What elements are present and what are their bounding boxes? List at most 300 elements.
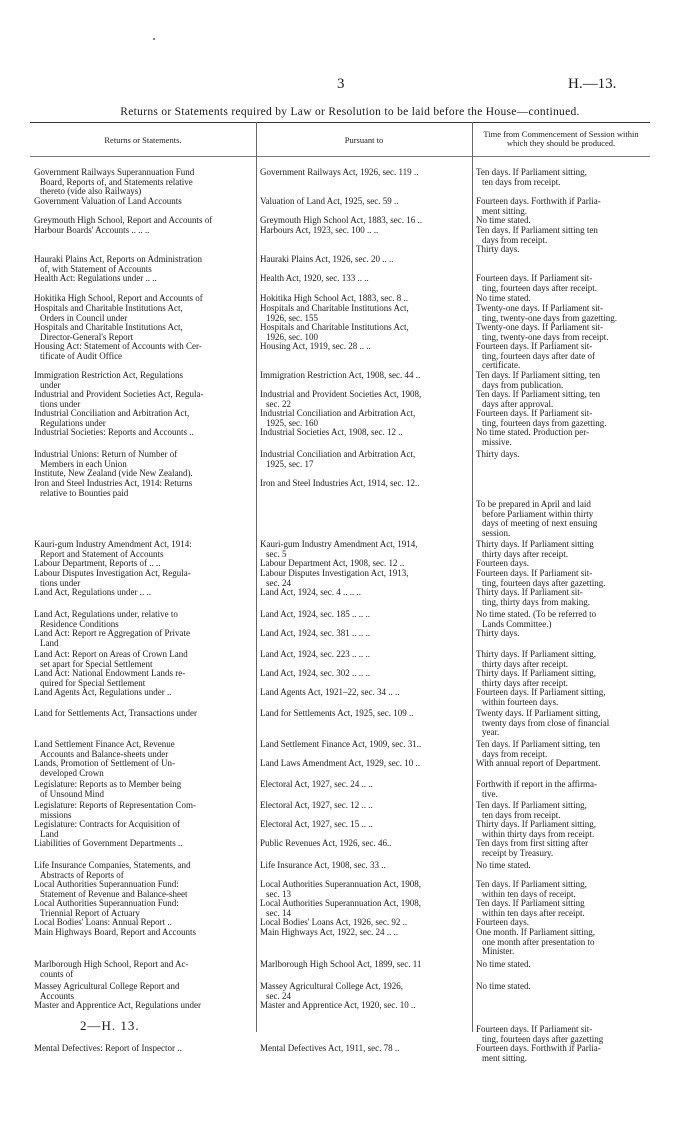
cell-line: Fourteen days. If Parliament sit- bbox=[476, 341, 593, 351]
cell-line: Thirty days. bbox=[476, 449, 520, 459]
cell-line: Mental Defectives Act, 1911, sec. 78 .. bbox=[260, 1043, 400, 1053]
cell-line: Hospitals and Charitable Institutions Act, bbox=[34, 303, 183, 313]
cell-line: Industrial Conciliation and Arbitration Act, bbox=[34, 408, 190, 418]
cell-line: Thirty days. If Parliament sitting, bbox=[476, 649, 596, 659]
cell-line: Fourteen days. Forthwith if Parlia- bbox=[476, 1043, 601, 1053]
cell-line: Fourteen days. bbox=[476, 558, 529, 568]
table-cell-returns bbox=[34, 255, 254, 274]
page-title: Returns or Statements required by Law or Resolution to be laid before the House—continued. bbox=[120, 106, 580, 118]
cell-line: Greymouth High School Act, 1883, sec. 16 .. bbox=[260, 215, 422, 225]
cell-line: developed Crown bbox=[40, 767, 104, 778]
table-cell-time bbox=[476, 709, 652, 738]
cell-line: sec. 24 bbox=[266, 990, 291, 1001]
table-cell-returns bbox=[34, 688, 254, 698]
cell-line: Land for Settlements Act, 1925, sec. 109 .. bbox=[260, 708, 414, 718]
cell-line: Ten days from first sitting after bbox=[476, 838, 589, 848]
cell-line: Regulations under bbox=[40, 417, 106, 428]
document-reference: H.—13. bbox=[568, 76, 617, 92]
cell-line: Ten days. If Parliament sitting, ten bbox=[476, 370, 601, 380]
table-cell-returns bbox=[34, 982, 254, 1001]
cell-line: No time stated. bbox=[476, 860, 531, 870]
cell-line: Marlborough High School, Report and Ac- bbox=[34, 959, 189, 969]
cell-line: Massey Agricultural College Act, 1926, bbox=[260, 981, 403, 991]
cell-line: Ten days. If Parliament sitting, ten bbox=[476, 739, 601, 749]
table-cell-time bbox=[476, 540, 652, 559]
cell-line: under bbox=[40, 379, 61, 390]
cell-line: Legislature: Reports of Representation Com- bbox=[34, 800, 196, 810]
cell-line: Hospitals and Charitable Institutions Act, bbox=[34, 322, 183, 332]
cell-line: ting, fourteen days from gazetting. bbox=[482, 417, 607, 428]
column-divider-2 bbox=[472, 122, 473, 1032]
cell-line: Members in each Union bbox=[40, 458, 127, 469]
cell-line: Massey Agricultural College Report and bbox=[34, 981, 180, 991]
header-rule-bottom bbox=[30, 156, 650, 157]
cell-line: Report and Statement of Accounts bbox=[40, 548, 164, 559]
table-cell-pursuant bbox=[260, 342, 472, 352]
table-cell-pursuant bbox=[260, 820, 472, 830]
cell-line: Fourteen days. If Parliament sit- bbox=[476, 568, 593, 578]
table-cell-returns bbox=[34, 669, 254, 688]
table-cell-returns bbox=[34, 861, 254, 880]
table-cell-time bbox=[476, 500, 652, 538]
cell-line: Health Act: Regulations under .. .. bbox=[34, 273, 157, 283]
table-cell-time bbox=[476, 650, 652, 669]
cell-line: Valuation of Land Act, 1925, sec. 59 .. bbox=[260, 196, 399, 206]
cell-line: thereto (vide also Railways) bbox=[40, 186, 142, 197]
cell-line: Statement of Revenue and Balance-sheet bbox=[40, 888, 188, 899]
table-cell-pursuant bbox=[260, 323, 472, 342]
cell-line: ten days from receipt. bbox=[482, 809, 561, 820]
table-cell-pursuant bbox=[260, 759, 472, 769]
cell-line: Life Insurance Act, 1908, sec. 33 .. bbox=[260, 860, 386, 870]
cell-line: Land Act, 1924, sec. 302 .. .. .. bbox=[260, 668, 370, 678]
table-cell-returns bbox=[34, 709, 254, 719]
cell-line: Local Authorities Superannuation Act, 1908, bbox=[260, 898, 421, 908]
cell-line: Housing Act: Statement of Accounts with Cer- bbox=[34, 341, 202, 351]
cell-line: Labour Disputes Investigation Act, 1913, bbox=[260, 568, 409, 578]
table-cell-returns bbox=[34, 839, 254, 849]
table-cell-time bbox=[476, 759, 652, 769]
cell-line: Labour Department, Reports of .. .. bbox=[34, 558, 161, 568]
cell-line: Land Settlement Finance Act, Revenue bbox=[34, 739, 175, 749]
cell-line: within thirty days from receipt. bbox=[482, 828, 595, 839]
cell-line: Legislature: Contracts for Acquisition of bbox=[34, 819, 180, 829]
header-rule-top bbox=[30, 122, 650, 123]
cell-line: Electoral Act, 1927, sec. 15 .. .. bbox=[260, 819, 373, 829]
cell-line: Triennial Report of Actuary bbox=[40, 907, 140, 918]
table-cell-returns bbox=[34, 820, 254, 839]
column-header-pursuant: Pursuant to bbox=[344, 135, 384, 145]
cell-line: Labour Department Act, 1908, sec. 12 .. bbox=[260, 558, 405, 568]
cell-line: Master and Apprentice Act, 1920, sec. 10 .. bbox=[260, 1000, 416, 1010]
cell-line: ment sitting. bbox=[482, 1052, 527, 1063]
table-cell-returns bbox=[34, 629, 254, 648]
cell-line: Hokitika High School, Report and Accounts of bbox=[34, 293, 203, 303]
cell-line: Land Agents Act, 1921–22, sec. 34 .. .. bbox=[260, 687, 400, 697]
cell-line: Fourteen days. If Parliament sit- bbox=[476, 273, 593, 283]
cell-line: Kauri-gum Industry Amendment Act, 1914: bbox=[34, 539, 192, 549]
table-cell-pursuant bbox=[260, 197, 472, 207]
table-cell-returns bbox=[34, 780, 254, 799]
cell-line: tive. bbox=[482, 788, 498, 799]
cell-line: year. bbox=[482, 727, 500, 738]
table-cell-pursuant bbox=[260, 390, 472, 409]
table-cell-pursuant bbox=[260, 709, 472, 719]
cell-line: sec. 14 bbox=[266, 907, 291, 918]
cell-line: No time stated. bbox=[476, 981, 531, 991]
cell-line: Land Act: Report re Aggregation of Private bbox=[34, 628, 190, 638]
column-divider-1 bbox=[256, 122, 257, 1032]
cell-line: Fourteen days. bbox=[476, 917, 529, 927]
table-cell-pursuant bbox=[260, 1044, 472, 1054]
table-cell-pursuant bbox=[260, 982, 472, 1001]
cell-line: Hokitika High School Act, 1883, sec. 8 .. bbox=[260, 293, 408, 303]
cell-line: Kauri-gum Industry Amendment Act, 1914, bbox=[260, 539, 418, 549]
table-cell-returns bbox=[34, 168, 254, 197]
table-cell-returns bbox=[34, 428, 254, 438]
table-cell-pursuant bbox=[260, 880, 472, 899]
table-cell-pursuant bbox=[260, 839, 472, 849]
table-cell-time bbox=[476, 629, 652, 639]
cell-line: Thirty days. If Parliament sit- bbox=[476, 587, 583, 597]
cell-line: Lands Committee.) bbox=[482, 618, 552, 629]
table-cell-returns bbox=[34, 588, 254, 598]
cell-line: Land Act, 1924, sec. 381 .. .. .. bbox=[260, 628, 370, 638]
table-cell-returns bbox=[34, 450, 254, 469]
cell-line: Land Act: Report on Areas of Crown Land bbox=[34, 649, 188, 659]
table-cell-time bbox=[476, 304, 652, 323]
table-cell-returns bbox=[34, 1001, 254, 1011]
cell-line: tificate of Audit Office bbox=[40, 350, 123, 361]
cell-line: Director-General's Report bbox=[40, 331, 134, 342]
cell-line: Thirty days. If Parliament sitting bbox=[476, 539, 594, 549]
table-cell-time bbox=[476, 323, 652, 342]
cell-line: Local Bodies' Loans: Annual Report .. bbox=[34, 917, 172, 927]
cell-line: Iron and Steel Industries Act, 1914, sec. 12.. bbox=[260, 478, 420, 488]
cell-line: Land Act: National Endowment Lands re- bbox=[34, 668, 186, 678]
table-cell-pursuant bbox=[260, 540, 472, 559]
table-cell-pursuant bbox=[260, 168, 472, 178]
table-cell-time bbox=[476, 569, 652, 588]
table-cell-time bbox=[476, 880, 652, 899]
table-cell-time bbox=[476, 342, 652, 371]
cell-line: missive. bbox=[482, 436, 512, 447]
cell-line: Ten days. If Parliament sitting, ten bbox=[476, 389, 601, 399]
table-cell-time bbox=[476, 168, 652, 187]
cell-line: ting, fourteen days after date of bbox=[482, 350, 595, 361]
cell-line: Land Act, 1924, sec. 4 .. .. .. bbox=[260, 587, 361, 597]
table-cell-time bbox=[476, 960, 652, 970]
table-cell-pursuant bbox=[260, 428, 472, 438]
cell-line: Government Railways Superannuation Fund bbox=[34, 167, 195, 177]
cell-line: sec. 24 bbox=[266, 577, 291, 588]
cell-line: Land bbox=[40, 828, 59, 839]
cell-line: missions bbox=[40, 809, 72, 820]
table-cell-pursuant bbox=[260, 255, 472, 265]
cell-line: Master and Apprentice Act, Regulations under bbox=[34, 1000, 201, 1010]
cell-line: ting, fourteen days after gazetting bbox=[482, 1033, 604, 1044]
table-cell-pursuant bbox=[260, 479, 472, 489]
cell-line: Main Highways Act, 1922, sec. 24 .. .. bbox=[260, 927, 398, 937]
cell-line: Iron and Steel Industries Act, 1914: Returns bbox=[34, 478, 193, 488]
cell-line: Land Act, Regulations under .. .. bbox=[34, 587, 151, 597]
cell-line: To be prepared in April and laid bbox=[476, 499, 591, 509]
cell-line: No time stated. (To be referred to bbox=[476, 609, 597, 619]
table-cell-pursuant bbox=[260, 688, 472, 698]
table-cell-returns bbox=[34, 801, 254, 820]
cell-line: Land Agents Act, Regulations under .. bbox=[34, 687, 172, 697]
cell-line: Liabilities of Government Departments .. bbox=[34, 838, 183, 848]
cell-line: Thirty days. bbox=[476, 244, 520, 254]
cell-line: thirty days after receipt. bbox=[482, 548, 568, 559]
table-cell-time bbox=[476, 899, 652, 918]
cell-line: Thirty days. If Parliament sitting, bbox=[476, 668, 596, 678]
cell-line: within ten days after receipt. bbox=[482, 907, 585, 918]
table-cell-time bbox=[476, 740, 652, 759]
column-header-time: Time from Commencement of Session within which they should be produced. bbox=[483, 129, 639, 148]
cell-line: Local Authorities Superannuation Act, 1908, bbox=[260, 879, 421, 889]
cell-line: Public Revenues Act, 1926, sec. 46.. bbox=[260, 838, 392, 848]
table-cell-time bbox=[476, 450, 652, 460]
table-cell-returns bbox=[34, 759, 254, 778]
cell-line: Local Authorities Superannuation Fund: bbox=[34, 898, 179, 908]
cell-line: Greymouth High School, Report and Accounts of bbox=[34, 215, 213, 225]
cell-line: ting, fourteen days after receipt. bbox=[482, 282, 597, 293]
table-cell-returns bbox=[34, 880, 254, 899]
cell-line: Hospitals and Charitable Institutions Act, bbox=[260, 322, 409, 332]
table-cell-returns bbox=[34, 1044, 254, 1054]
cell-line: Industrial Societies Act, 1908, sec. 12 .. bbox=[260, 427, 403, 437]
cell-line: Land Act, Regulations under, relative to bbox=[34, 609, 178, 619]
cell-line: Abstracts of Reports of bbox=[40, 869, 124, 880]
table-cell-pursuant bbox=[260, 899, 472, 918]
table-cell-time bbox=[476, 1044, 652, 1063]
cell-line: Thirty days. bbox=[476, 628, 520, 638]
cell-line: Immigration Restriction Act, Regulations bbox=[34, 370, 183, 380]
table-cell-returns bbox=[34, 226, 254, 236]
cell-line: Residence Conditions bbox=[40, 618, 119, 629]
cell-line: Forthwith if report in the affirma- bbox=[476, 779, 598, 789]
cell-line: within fourteen days. bbox=[482, 696, 559, 707]
cell-line: Ten days. If Parliament sitting ten bbox=[476, 225, 598, 235]
table-cell-time bbox=[476, 982, 652, 992]
cell-line: relative to Bounties paid bbox=[40, 487, 129, 498]
cell-line: receipt by Treasury. bbox=[482, 847, 554, 858]
cell-line: one month after presentation to bbox=[482, 936, 595, 947]
cell-line: Industrial and Provident Societies Act, Regula- bbox=[34, 389, 204, 399]
cell-line: counts of bbox=[40, 968, 74, 979]
cell-line: Fourteen days. If Parliament sit- bbox=[476, 408, 593, 418]
table-cell-returns bbox=[34, 540, 254, 559]
cell-line: Ten days. If Parliament sitting, bbox=[476, 800, 587, 810]
table-cell-pursuant bbox=[260, 801, 472, 811]
cell-line: No time stated. bbox=[476, 293, 531, 303]
cell-line: Immigration Restriction Act, 1908, sec. 44 .. bbox=[260, 370, 421, 380]
cell-line: Ten days. If Parliament sitting, bbox=[476, 167, 587, 177]
cell-line: Housing Act, 1919, sec. 28 .. .. bbox=[260, 341, 371, 351]
cell-line: twenty days from close of financial bbox=[482, 717, 610, 728]
table-cell-time bbox=[476, 197, 652, 216]
table-cell-time bbox=[476, 669, 652, 688]
cell-line: Land Act, 1924, sec. 185 .. .. .. bbox=[260, 609, 370, 619]
table-cell-time bbox=[476, 1025, 652, 1044]
table-cell-time bbox=[476, 688, 652, 707]
cell-line: session. bbox=[482, 527, 511, 538]
table-cell-time bbox=[476, 780, 652, 799]
cell-line: Local Authorities Superannuation Fund: bbox=[34, 879, 179, 889]
table-cell-returns bbox=[34, 390, 254, 409]
cell-line: Labour Disputes Investigation Act, Regula- bbox=[34, 568, 191, 578]
cell-line: Land bbox=[40, 637, 59, 648]
cell-line: Government Valuation of Land Accounts bbox=[34, 196, 182, 206]
cell-line: Fourteen days. Forthwith if Parlia- bbox=[476, 196, 601, 206]
table-cell-returns bbox=[34, 610, 254, 629]
cell-line: Marlborough High School Act, 1899, sec. 11 bbox=[260, 959, 422, 969]
table-cell-returns bbox=[34, 197, 254, 207]
table-cell-returns bbox=[34, 304, 254, 323]
cell-line: sec. 22 bbox=[266, 398, 291, 409]
table-cell-time bbox=[476, 610, 652, 629]
page-number: 3 bbox=[337, 76, 345, 92]
table-cell-returns bbox=[34, 650, 254, 669]
cell-line: Health Act, 1920, sec. 133 .. .. bbox=[260, 273, 369, 283]
table-cell-time bbox=[476, 861, 652, 871]
cell-line: days of meeting of next ensuing bbox=[482, 518, 598, 529]
table-cell-returns bbox=[34, 409, 254, 428]
table-cell-pursuant bbox=[260, 740, 472, 750]
cell-line: Industrial Conciliation and Arbitration Act, bbox=[260, 408, 416, 418]
cell-line: Local Bodies' Loans Act, 1926, sec. 92 .. bbox=[260, 917, 408, 927]
cell-line: Minister. bbox=[482, 946, 515, 957]
cell-line: Ten days. If Parliament sitting, bbox=[476, 879, 587, 889]
table-cell-pursuant bbox=[260, 304, 472, 323]
cell-line: Land Act, 1924, sec. 223 .. .. .. bbox=[260, 649, 370, 659]
cell-line: Legislature: Reports as to Member being bbox=[34, 779, 182, 789]
cell-line: Board, Reports of, and Statements relative bbox=[40, 176, 193, 187]
cell-line: 1926, sec. 100 bbox=[266, 331, 318, 342]
table-cell-returns bbox=[34, 960, 254, 979]
cell-line: certificate. bbox=[482, 360, 521, 371]
cell-line: Mental Defectives: Report of Inspector .. bbox=[34, 1043, 182, 1053]
table-cell-pursuant bbox=[260, 861, 472, 871]
cell-line: sec. 5 bbox=[266, 548, 287, 559]
cell-line: No time stated. Production per- bbox=[476, 427, 590, 437]
table-cell-time bbox=[476, 409, 652, 428]
cell-line: Hospitals and Charitable Institutions Act, bbox=[260, 303, 409, 313]
cell-line: Hauraki Plains Act, 1926, sec. 20 .. .. bbox=[260, 254, 394, 264]
table-cell-pursuant bbox=[260, 588, 472, 598]
cell-line: thirty days after receipt. bbox=[482, 677, 568, 688]
cell-line: Electoral Act, 1927, sec. 24 .. .. bbox=[260, 779, 373, 789]
table-cell-pursuant bbox=[260, 960, 472, 970]
table-cell-pursuant bbox=[260, 569, 472, 588]
table-cell-pursuant bbox=[260, 780, 472, 790]
cell-line: 1925, sec. 160 bbox=[266, 417, 318, 428]
table-cell-returns bbox=[34, 928, 254, 938]
cell-line: Harbour Boards' Accounts .. .. .. bbox=[34, 225, 150, 235]
table-cell-pursuant bbox=[260, 1001, 472, 1011]
table-cell-time bbox=[476, 820, 652, 839]
cell-line: Industrial Unions: Return of Number of bbox=[34, 449, 178, 459]
cell-line: tions under bbox=[40, 398, 81, 409]
table-cell-time bbox=[476, 428, 652, 447]
table-cell-returns bbox=[34, 342, 254, 361]
cell-line: Fourteen days. If Parliament sitting, bbox=[476, 687, 606, 697]
column-header-returns: Returns or Statements. bbox=[104, 135, 182, 145]
cell-line: ting, twenty-one days from receipt. bbox=[482, 331, 609, 342]
cell-line: tions under bbox=[40, 577, 81, 588]
cell-line: Twenty-one days. If Parliament sit- bbox=[476, 303, 604, 313]
cell-line: Institute, New Zealand (vide New Zealand). bbox=[34, 468, 193, 478]
table-cell-returns bbox=[34, 569, 254, 588]
cell-line: Life Insurance Companies, Statements, and bbox=[34, 860, 191, 870]
cell-line: Ten days. If Parliament sitting bbox=[476, 898, 585, 908]
table-cell-pursuant bbox=[260, 928, 472, 938]
cell-line: before Parliament within thirty bbox=[482, 508, 594, 519]
cell-line: days from publication. bbox=[482, 379, 564, 390]
cell-line: Industrial and Provident Societies Act, 1908, bbox=[260, 389, 422, 399]
page-signature: 2—H. 13. bbox=[80, 1018, 140, 1033]
table-cell-pursuant bbox=[260, 450, 472, 469]
table-cell-returns bbox=[34, 323, 254, 342]
cell-line: days after approval. bbox=[482, 398, 554, 409]
cell-line: Fourteen days. If Parliament sit- bbox=[476, 1024, 593, 1034]
table-cell-pursuant bbox=[260, 610, 472, 620]
cell-line: Accounts and Balance-sheets under bbox=[40, 748, 169, 759]
cell-line: Thirty days. If Parliament sitting, bbox=[476, 819, 596, 829]
cell-line: One month. If Parliament sitting, bbox=[476, 927, 595, 937]
cell-line: Industrial Conciliation and Arbitration Act, bbox=[260, 449, 416, 459]
cell-line: within ten days of receipt. bbox=[482, 888, 576, 899]
table-cell-time bbox=[476, 226, 652, 245]
cell-line: of, with Statement of Accounts bbox=[40, 263, 152, 274]
cell-line: quired for Special Settlement bbox=[40, 677, 146, 688]
table-cell-pursuant bbox=[260, 371, 472, 381]
cell-line: Main Highways Board, Report and Accounts bbox=[34, 927, 196, 937]
cell-line: days from receipt. bbox=[482, 234, 548, 245]
cell-line: No time stated. bbox=[476, 215, 531, 225]
cell-line: Government Railways Act, 1926, sec. 119 .. bbox=[260, 167, 419, 177]
table-cell-time bbox=[476, 274, 652, 293]
cell-line: 1925, sec. 17 bbox=[266, 458, 314, 469]
table-cell-pursuant bbox=[260, 650, 472, 660]
cell-line: days from receipt. bbox=[482, 748, 548, 759]
table-cell-pursuant bbox=[260, 274, 472, 284]
table-cell-time bbox=[476, 928, 652, 957]
table-cell-returns bbox=[34, 371, 254, 390]
cell-line: ting, fourteen days after gazetting. bbox=[482, 577, 606, 588]
cell-line: No time stated. bbox=[476, 959, 531, 969]
cell-line: Accounts bbox=[40, 990, 74, 1001]
cell-line: of Unsound Mind bbox=[40, 788, 105, 799]
table-cell-returns bbox=[34, 899, 254, 918]
cell-line: ment sitting. bbox=[482, 205, 527, 216]
speck bbox=[153, 38, 155, 40]
cell-line: Industrial Societies: Reports and Accounts .. bbox=[34, 427, 194, 437]
cell-line: Land Settlement Finance Act, 1909, sec. 31.. bbox=[260, 739, 422, 749]
cell-line: ting, thirty days from making. bbox=[482, 596, 590, 607]
table-cell-returns bbox=[34, 740, 254, 759]
cell-line: thirty days after receipt. bbox=[482, 658, 568, 669]
table-cell-time bbox=[476, 801, 652, 820]
table-cell-time bbox=[476, 371, 652, 390]
table-cell-pursuant bbox=[260, 226, 472, 236]
cell-line: Twenty-one days. If Parliament sit- bbox=[476, 322, 604, 332]
cell-line: Harbours Act, 1923, sec. 100 .. .. bbox=[260, 225, 379, 235]
cell-line: ting, twenty-one days from gazetting. bbox=[482, 312, 617, 323]
table-cell-returns bbox=[34, 274, 254, 284]
table-cell-returns bbox=[34, 479, 254, 498]
